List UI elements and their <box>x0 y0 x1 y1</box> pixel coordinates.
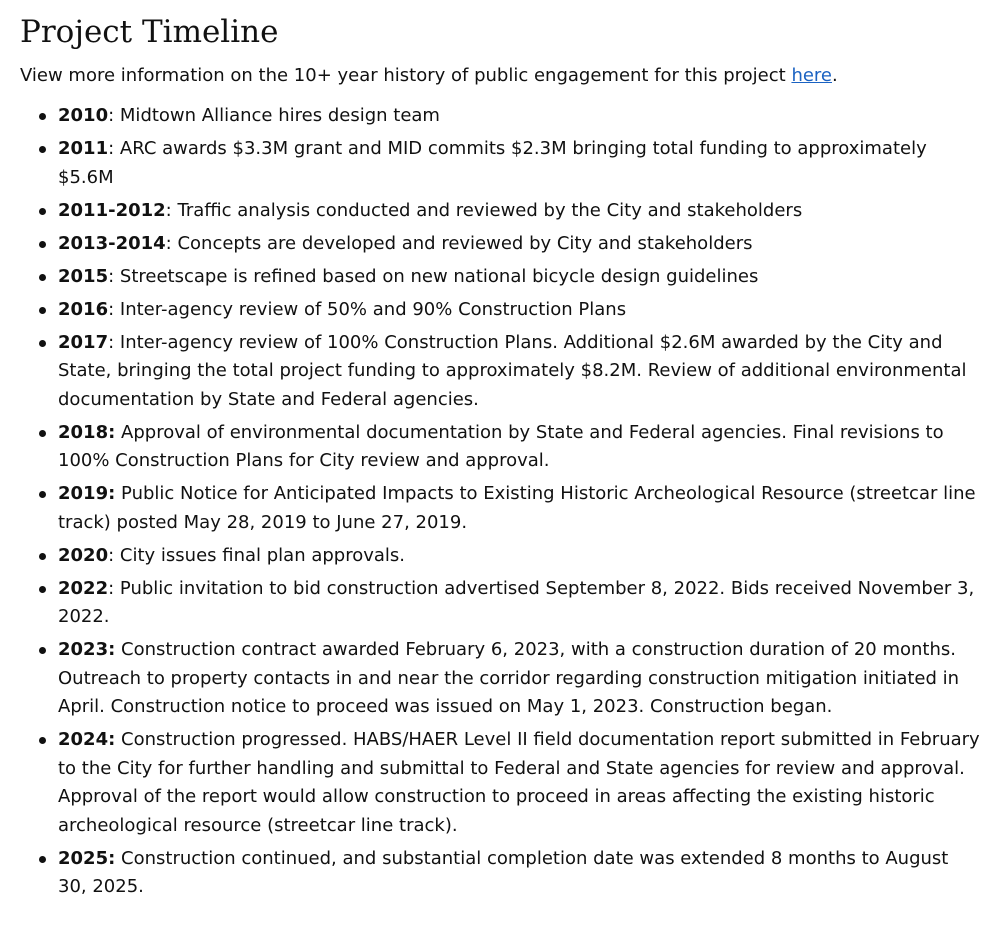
timeline-text: Construction progressed. HABS/HAER Level II field documentation report submitted in February to the City for further handling and submittal to Federal and State agencies for review and approval. Approval of the report would allow construction to proceed in areas affecting the existing historic archeological resource (streetcar line track). <box>58 729 980 836</box>
timeline-year: 2018: <box>58 421 116 443</box>
timeline-year: 2023: <box>58 639 116 660</box>
bullet-icon <box>39 491 46 498</box>
timeline-separator: : <box>165 199 178 221</box>
timeline-item <box>20 542 980 571</box>
bullet-icon <box>39 113 46 120</box>
bullet-icon <box>39 340 46 347</box>
bullet-icon <box>39 586 46 593</box>
timeline-separator: : <box>108 577 120 599</box>
timeline-separator: : <box>108 298 120 320</box>
timeline-item <box>20 575 980 632</box>
timeline-year: 2024: <box>58 729 116 750</box>
timeline-text: Streetscape is refined based on new national bicycle design guidelines <box>119 265 759 287</box>
timeline-item <box>20 419 980 476</box>
timeline-year: 2019: <box>58 483 116 504</box>
timeline-separator: : <box>108 331 120 353</box>
timeline-item <box>20 263 980 292</box>
bullet-icon <box>39 430 46 437</box>
timeline-year: 2016 <box>58 298 109 320</box>
timeline-year: 2020 <box>58 544 109 566</box>
timeline-list <box>20 102 980 902</box>
timeline-item <box>20 726 980 840</box>
timeline-text: Midtown Alliance hires design team <box>119 105 440 126</box>
timeline-text: City issues final plan approvals. <box>119 544 406 566</box>
timeline-item <box>20 102 980 131</box>
timeline-separator: : <box>165 232 178 254</box>
timeline-separator: : <box>108 544 120 566</box>
intro-paragraph <box>20 62 980 90</box>
bullet-icon <box>39 856 46 863</box>
timeline-year: 2013-2014 <box>58 232 166 254</box>
bullet-icon <box>39 647 46 654</box>
timeline-year: 2011-2012 <box>58 199 166 221</box>
timeline-year: 2025: <box>58 847 116 869</box>
timeline-text: Traffic analysis conducted and reviewed by the City and stakeholders <box>177 199 803 221</box>
timeline-item <box>20 230 980 259</box>
bullet-icon <box>39 553 46 560</box>
timeline-text: Concepts are developed and reviewed by City and stakeholders <box>177 232 753 254</box>
timeline-item <box>20 480 980 537</box>
timeline-item <box>20 296 980 325</box>
bullet-icon <box>39 274 46 281</box>
timeline-text: Public Notice for Anticipated Impacts to Existing Historic Archeological Resource (streetcar line track) posted May 28, 2019 to June 27, 2019. <box>58 483 976 533</box>
bullet-icon <box>39 307 46 314</box>
intro-end: . <box>832 65 838 86</box>
timeline-separator: : <box>108 138 120 159</box>
timeline-text: Inter-agency review of 100% Construction Plans. Additional $2.6M awarded by the City and State, bringing the total project funding to approximately $8.2M. Review of additional environmental documentation by State and Federal agencies. <box>58 331 967 410</box>
bullet-icon <box>39 146 46 153</box>
bullet-icon <box>39 208 46 215</box>
timeline-item <box>20 845 980 902</box>
timeline-year: 2022 <box>58 577 109 599</box>
timeline-text: Construction contract awarded February 6, 2023, with a construction duration of 20 months. Outreach to property contacts in and near the corridor regarding construction mitigation initiated in April. Construction notice to proceed was issued on May 1, 2023. Construction began. <box>58 639 960 717</box>
timeline-year: 2011 <box>58 138 109 159</box>
timeline-separator: : <box>108 105 120 126</box>
page-title: Project Timeline <box>20 14 279 50</box>
timeline-text: Construction continued, and substantial completion date was extended 8 months to August 30, 2025. <box>58 847 949 897</box>
timeline-text: Approval of environmental documentation by State and Federal agencies. Final revisions to 100% Construction Plans for City review and approval. <box>58 421 944 471</box>
intro-text: View more information on the 10+ year history of public engagement for this project <box>20 65 792 86</box>
timeline-text: Inter-agency review of 50% and 90% Construction Plans <box>119 298 627 320</box>
timeline-year: 2015 <box>58 265 109 287</box>
timeline-text: ARC awards $3.3M grant and MID commits $2.3M bringing total funding to approximately $5.6M <box>58 138 927 188</box>
timeline-year: 2010 <box>58 105 109 126</box>
history-link[interactable]: here <box>791 65 832 86</box>
timeline-item <box>20 329 980 415</box>
timeline-year: 2017 <box>58 331 109 353</box>
bullet-icon <box>39 737 46 744</box>
timeline-item <box>20 197 980 226</box>
timeline-text: Public invitation to bid construction advertised September 8, 2022. Bids received November 3, 2022. <box>58 577 975 627</box>
timeline-item <box>20 636 980 722</box>
timeline-separator: : <box>108 265 120 287</box>
timeline-item <box>20 135 980 192</box>
bullet-icon <box>39 241 46 248</box>
